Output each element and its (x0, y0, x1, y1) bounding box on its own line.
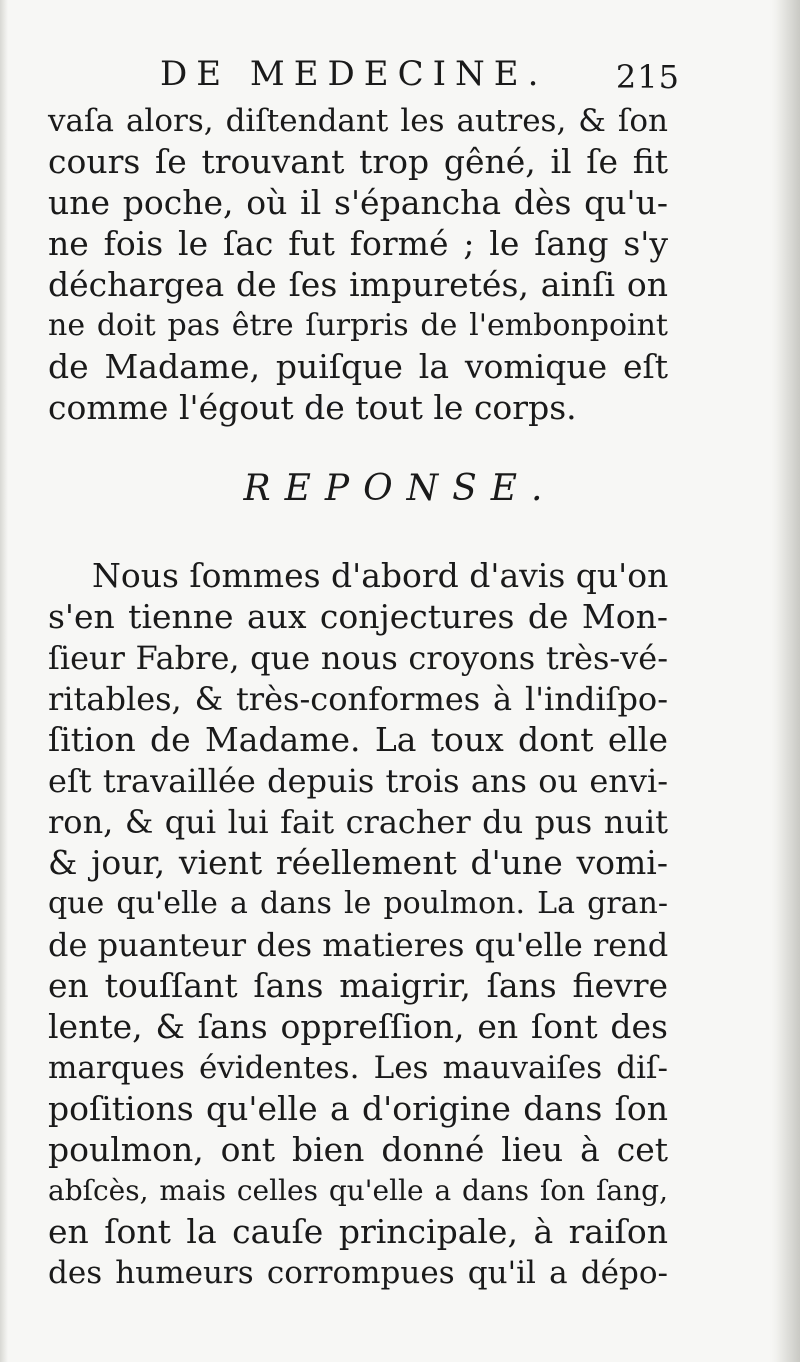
text-line: déchargea de ſes impuretés, ainſi on (48, 265, 668, 304)
text-line: & jour, vient réellement d'une vomi- (48, 843, 668, 882)
text-line: Nous ſommes d'abord d'avis qu'on (92, 556, 669, 595)
text-line: cours ſe trouvant trop gêné, il ſe fit (48, 142, 668, 181)
show-through-texture-bottom (40, 1318, 240, 1358)
text-line: s'en tienne aux conjectures de Mon- (48, 597, 668, 636)
running-title: DE MEDECINE. (160, 54, 548, 94)
text-line: de Madame, puiſque la vomique eſt (48, 347, 668, 386)
text-line: comme l'égout de tout le corps. (48, 388, 577, 427)
text-line: ritables, & très-conformes à l'indiſpo- (48, 680, 668, 718)
section-heading: REPONSE. (243, 468, 557, 509)
page-right-edge-shadow (770, 0, 800, 1362)
text-line: en ſont la cauſe principale, à raiſon (48, 1212, 668, 1251)
text-line: des humeurs corrompues qu'il a dépo- (48, 1255, 668, 1291)
text-line: ſieur Fabre, que nous croyons très-vé- (48, 639, 668, 677)
text-line: que qu'elle a dans le poulmon. La gran- (48, 886, 668, 921)
text-line: ſition de Madame. La toux dont elle (48, 720, 668, 759)
text-line: poſitions qu'elle a d'origine dans ſon (48, 1089, 668, 1128)
text-line: abſcès, mais celles qu'elle a dans ſon ſang, (48, 1174, 668, 1207)
text-line: ne doit pas être ſurpris de l'embonpoint (48, 308, 668, 343)
text-line: eſt travaillée depuis trois ans ou envi- (48, 762, 668, 800)
page-header (160, 52, 680, 102)
text-line: de puanteur des matieres qu'elle rend (48, 926, 669, 964)
text-line: une poche, où il s'épancha dès qu'u- (48, 183, 668, 222)
text-line: ron, & qui lui fait cracher du pus nuit (48, 803, 668, 841)
text-line: lente, & ſans oppreſſion, en ſont des (48, 1007, 668, 1046)
text-line: ne fois le ſac fut formé ; le ſang s'y (48, 224, 668, 263)
text-line: marques évidentes. Les mauvaiſes diſ- (48, 1050, 668, 1086)
page-number: 215 (615, 58, 680, 96)
page-left-edge-shadow (0, 0, 8, 1362)
text-line: poulmon, ont bien donné lieu à cet (48, 1130, 668, 1169)
text-line: vaſa alors, diſtendant les autres, & ſon (48, 103, 668, 139)
text-line: en touſſant ſans maigrir, ſans fievre (48, 966, 668, 1005)
